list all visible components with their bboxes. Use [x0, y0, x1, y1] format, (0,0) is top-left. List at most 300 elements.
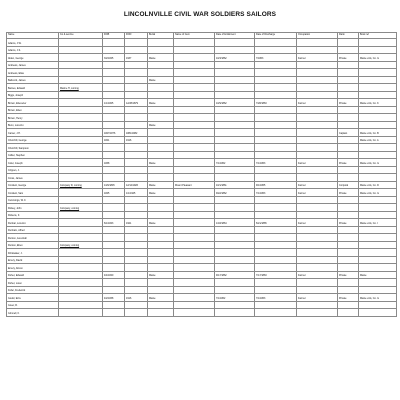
table-row: [7, 61, 397, 69]
table-cell: Adams, J.W.: [7, 39, 59, 47]
table-row: [7, 286, 397, 294]
table-cell: [215, 76, 255, 84]
table-cell: [359, 69, 397, 77]
table-cell: [297, 136, 338, 144]
table-cell: [103, 286, 125, 294]
table-cell: [103, 39, 125, 47]
table-cell: Cross, James: [7, 174, 59, 182]
table-cell: [338, 46, 359, 54]
table-cell: [215, 106, 255, 114]
table-cell: [174, 286, 215, 294]
table-cell: [148, 196, 174, 204]
table-cell: [255, 204, 297, 212]
table-cell: [59, 136, 103, 144]
table-cell: [255, 39, 297, 47]
table-cell: 1916: [125, 136, 148, 144]
table-cell: [59, 166, 103, 174]
table-cell: [59, 69, 103, 77]
table-cell: [338, 174, 359, 182]
table-cell: 10/3/1862: [215, 54, 255, 62]
table-cell: 1845: [103, 189, 125, 197]
table-cell: [297, 256, 338, 264]
table-cell: [59, 144, 103, 152]
table-cell: Crockett, George: [7, 181, 59, 189]
table-cell: Dickens, F.: [7, 211, 59, 219]
table-cell: [174, 204, 215, 212]
table-cell: [255, 241, 297, 249]
table-cell: [174, 279, 215, 287]
table-cell: 4/2/1838: [103, 294, 125, 302]
table-cell: Churchill, George: [7, 136, 59, 144]
table-cell: Emery, Almon: [7, 264, 59, 272]
table-cell: 7/1/1862: [215, 159, 255, 167]
table-cell: [103, 234, 125, 242]
table-cell: [148, 61, 174, 69]
table-cell: Private: [338, 294, 359, 302]
table-cell: Captain: [338, 129, 359, 137]
table-cell: [359, 166, 397, 174]
table-cell: Maine: [148, 189, 174, 197]
table-cell: [59, 271, 103, 279]
table-cell: [338, 264, 359, 272]
table-cell: [125, 256, 148, 264]
soldiers-table: [6, 32, 397, 317]
table-cell: Farmer: [297, 271, 338, 279]
table-cell: [174, 309, 215, 317]
table-cell: [103, 309, 125, 317]
table-cell: [174, 114, 215, 122]
table-cell: 12/14/1926: [125, 181, 148, 189]
table-cell: 1827/1876: [103, 129, 125, 137]
table-cell: [338, 301, 359, 309]
table-cell: [174, 241, 215, 249]
table-cell: [174, 174, 215, 182]
table-cell: [338, 121, 359, 129]
table-cell: [215, 69, 255, 77]
table-cell: [174, 271, 215, 279]
table-cell: 7/28/1863: [255, 99, 297, 107]
table-cell: [103, 256, 125, 264]
table-cell: Farmer: [297, 219, 338, 227]
table-cell: 6/1/1843: [103, 219, 125, 227]
table-cell: Company, coming: [59, 204, 103, 212]
table-cell: [297, 69, 338, 77]
table-cell: [297, 61, 338, 69]
table-cell: Barnes, Edward: [7, 84, 59, 92]
table-row: [7, 69, 397, 77]
table-cell: 3/2/1845: [103, 54, 125, 62]
table-cell: [59, 99, 103, 107]
table-cell: [59, 219, 103, 227]
column-header: Date of Discharge: [255, 33, 297, 39]
table-cell: [125, 39, 148, 47]
table-cell: 7/17/1863: [255, 271, 297, 279]
table-cell: 12/28/1879: [125, 99, 148, 107]
table-cell: [338, 136, 359, 144]
table-cell: [125, 174, 148, 182]
table-cell: [125, 226, 148, 234]
table-cell: [59, 91, 103, 99]
table-row: [7, 204, 397, 212]
table-cell: [297, 144, 338, 152]
table-row: [7, 309, 397, 317]
table-cell: [148, 91, 174, 99]
table-cell: [215, 249, 255, 257]
table-cell: [338, 106, 359, 114]
table-cell: Maine: [148, 159, 174, 167]
table-cell: [338, 69, 359, 77]
table-cell: [215, 256, 255, 264]
table-cell: [148, 166, 174, 174]
table-cell: [215, 61, 255, 69]
table-cell: [215, 136, 255, 144]
table-cell: Carver, J.H.: [7, 129, 59, 137]
table-cell: [338, 234, 359, 242]
table-cell: [125, 84, 148, 92]
table-cell: [215, 46, 255, 54]
table-cell: [59, 309, 103, 317]
table-row: [7, 189, 397, 197]
table-cell: [125, 204, 148, 212]
table-cell: Farmer: [297, 294, 338, 302]
table-cell: [359, 264, 397, 272]
table-cell: [359, 39, 397, 47]
table-cell: [125, 151, 148, 159]
table-cell: [103, 264, 125, 272]
table-cell: [255, 151, 297, 159]
table-cell: [125, 166, 148, 174]
table-cell: [59, 54, 103, 62]
table-row: [7, 294, 397, 302]
table-cell: Andrews, James: [7, 61, 59, 69]
column-header: Name of Cem: [174, 33, 215, 39]
table-cell: [297, 129, 338, 137]
table-cell: [338, 114, 359, 122]
table-cell: [125, 91, 148, 99]
table-cell: Mount Pleasant: [174, 181, 215, 189]
table-cell: [148, 114, 174, 122]
table-cell: [174, 84, 215, 92]
table-cell: [338, 151, 359, 159]
table-cell: [338, 84, 359, 92]
table-cell: Maine vols, Co. G: [359, 54, 397, 62]
table-cell: [148, 46, 174, 54]
table-cell: 1921: [125, 219, 148, 227]
table-cell: [174, 219, 215, 227]
table-row: [7, 76, 397, 84]
table-cell: Dickey, John: [7, 204, 59, 212]
table-cell: [338, 286, 359, 294]
column-header: Book ref: [359, 33, 397, 39]
table-cell: [59, 249, 103, 257]
table-cell: [255, 234, 297, 242]
table-cell: Crockett, Sam: [7, 189, 59, 197]
table-cell: [59, 39, 103, 47]
table-cell: [125, 61, 148, 69]
table-cell: [103, 61, 125, 69]
table-cell: [359, 279, 397, 287]
table-cell: [59, 174, 103, 182]
table-cell: [359, 91, 397, 99]
table-cell: [59, 151, 103, 159]
table-cell: Maine vols, Co. D: [359, 181, 397, 189]
table-cell: [215, 309, 255, 317]
table-cell: [215, 286, 255, 294]
table-cell: [297, 234, 338, 242]
table-cell: [215, 196, 255, 204]
table-cell: [255, 84, 297, 92]
table-cell: [174, 69, 215, 77]
table-cell: Private: [338, 219, 359, 227]
table-cell: [125, 279, 148, 287]
table-cell: [148, 241, 174, 249]
table-cell: [297, 211, 338, 219]
table-cell: [103, 204, 125, 212]
table-cell: [338, 91, 359, 99]
table-cell: Brown, Ebenezer: [7, 99, 59, 107]
table-cell: [103, 226, 125, 234]
table-cell: Dunham, Alfred: [7, 226, 59, 234]
table-row: [7, 54, 397, 62]
table-cell: [359, 114, 397, 122]
table-cell: [174, 46, 215, 54]
table-row: [7, 256, 397, 264]
table-cell: [215, 174, 255, 182]
table-cell: [215, 264, 255, 272]
table-cell: [59, 286, 103, 294]
table-cell: [174, 159, 215, 167]
table-cell: [255, 309, 297, 317]
table-cell: [148, 84, 174, 92]
table-cell: [174, 61, 215, 69]
table-cell: [359, 301, 397, 309]
table-cell: [255, 301, 297, 309]
table-cell: [359, 76, 397, 84]
table-cell: [359, 196, 397, 204]
table-cell: [148, 151, 174, 159]
table-cell: 1/1/1925: [125, 189, 148, 197]
table-cell: [59, 129, 103, 137]
table-cell: Grinnell, F.: [7, 309, 59, 317]
table-cell: [125, 76, 148, 84]
table-cell: Private: [338, 54, 359, 62]
table-row: [7, 196, 397, 204]
table-cell: Fisher, Loren: [7, 279, 59, 287]
table-cell: [174, 106, 215, 114]
table-cell: 1881/1882: [125, 129, 148, 137]
table-cell: [215, 151, 255, 159]
table-row: [7, 279, 397, 287]
table-row: [7, 144, 397, 152]
table-cell: Greer, R.: [7, 301, 59, 309]
table-cell: [59, 189, 103, 197]
table-row: [7, 114, 397, 122]
table-cell: [359, 226, 397, 234]
table-cell: [174, 264, 215, 272]
table-cell: [103, 211, 125, 219]
table-cell: [338, 211, 359, 219]
table-cell: [125, 301, 148, 309]
table-cell: Private: [338, 189, 359, 197]
table-cell: [297, 264, 338, 272]
table-cell: [338, 166, 359, 174]
table-cell: [215, 241, 255, 249]
table-row: [7, 174, 397, 182]
table-cell: [59, 256, 103, 264]
table-cell: [103, 69, 125, 77]
column-header: Name: [7, 33, 59, 39]
table-cell: [297, 249, 338, 257]
table-cell: Maine vols, Co. B: [359, 129, 397, 137]
table-cell: Farmer: [297, 54, 338, 62]
table-cell: 9/17/1862: [215, 271, 255, 279]
table-cell: Brown, Eben: [7, 106, 59, 114]
table-row: [7, 39, 397, 47]
table-cell: [359, 61, 397, 69]
table-cell: Fisher, Edward: [7, 271, 59, 279]
table-cell: [215, 204, 255, 212]
table-cell: [255, 61, 297, 69]
table-cell: Biggs, Joseph: [7, 91, 59, 99]
table-cell: [255, 76, 297, 84]
table-cell: [59, 121, 103, 129]
table-cell: 1838: [103, 159, 125, 167]
table-cell: [103, 196, 125, 204]
table-cell: Maine vols, Co. I: [359, 219, 397, 227]
table-cell: [255, 286, 297, 294]
table-cell: [297, 226, 338, 234]
table-cell: [359, 151, 397, 159]
table-cell: 1/1/1825: [103, 99, 125, 107]
table-cell: [255, 256, 297, 264]
table-cell: [297, 241, 338, 249]
table-cell: [255, 46, 297, 54]
table-cell: Crippen, J.: [7, 166, 59, 174]
table-cell: [255, 174, 297, 182]
table-cell: Maine: [148, 181, 174, 189]
table-cell: [174, 129, 215, 137]
table-cell: [359, 309, 397, 317]
table-cell: [125, 196, 148, 204]
table-cell: Andrews, Elias: [7, 69, 59, 77]
table-cell: [338, 249, 359, 257]
table-cell: Maine: [148, 76, 174, 84]
table-cell: Private: [338, 159, 359, 167]
table-cell: [359, 106, 397, 114]
table-cell: Maine: [148, 54, 174, 62]
table-row: [7, 99, 397, 107]
table-row: [7, 234, 397, 242]
table-cell: 1916: [125, 294, 148, 302]
table-cell: [297, 76, 338, 84]
table-cell: [148, 69, 174, 77]
table-cell: [125, 234, 148, 242]
table-cell: [174, 211, 215, 219]
table-cell: 1/18/1864: [215, 219, 255, 227]
table-cell: Alden, George: [7, 54, 59, 62]
table-cell: [215, 279, 255, 287]
table-cell: [125, 46, 148, 54]
table-cell: [59, 279, 103, 287]
table-cell: [255, 211, 297, 219]
table-cell: [255, 144, 297, 152]
table-cell: [125, 309, 148, 317]
table-cell: [125, 249, 148, 257]
table-cell: Coler, Joseph: [7, 159, 59, 167]
table-cell: Marine H, coming: [59, 84, 103, 92]
table-cell: Drinkwater, J.: [7, 249, 59, 257]
table-cell: [125, 114, 148, 122]
table-row: [7, 301, 397, 309]
table-cell: Maine vols, Co. A: [359, 136, 397, 144]
table-cell: [59, 196, 103, 204]
column-header: DOB: [103, 33, 125, 39]
table-cell: [297, 39, 338, 47]
table-cell: [148, 174, 174, 182]
table-row: [7, 121, 397, 129]
table-cell: [338, 144, 359, 152]
table-cell: [255, 106, 297, 114]
table-cell: 1841: [103, 136, 125, 144]
table-row: [7, 106, 397, 114]
table-cell: Maine vols, Co. G: [359, 189, 397, 197]
table-cell: [359, 144, 397, 152]
table-cell: [174, 234, 215, 242]
table-cell: Fuller, Frederick: [7, 286, 59, 294]
table-row: [7, 264, 397, 272]
table-cell: [359, 46, 397, 54]
table-cell: [103, 46, 125, 54]
table-cell: Collier, Stephen: [7, 151, 59, 159]
table-cell: [174, 144, 215, 152]
table-cell: [125, 121, 148, 129]
table-cell: [59, 114, 103, 122]
table-cell: Dunton, Eben: [7, 241, 59, 249]
table-cell: Company, coming: [59, 241, 103, 249]
table-cell: Farmer: [297, 181, 338, 189]
table-cell: [174, 99, 215, 107]
table-cell: [297, 46, 338, 54]
table-cell: 9/22/1862: [215, 189, 255, 197]
table-row: [7, 166, 397, 174]
table-row: [7, 226, 397, 234]
table-cell: [297, 301, 338, 309]
table-cell: [215, 144, 255, 152]
column-header: Burial: [148, 33, 174, 39]
table-cell: [359, 234, 397, 242]
table-cell: [338, 61, 359, 69]
column-header: DOD: [125, 33, 148, 39]
table-cell: [103, 121, 125, 129]
table-cell: [359, 121, 397, 129]
table-cell: [338, 204, 359, 212]
table-cell: [103, 241, 125, 249]
table-cell: Maine: [359, 271, 397, 279]
table-cell: [338, 39, 359, 47]
table-cell: [255, 91, 297, 99]
table-cell: 9/1/1865: [255, 181, 297, 189]
table-row: [7, 211, 397, 219]
table-cell: [297, 84, 338, 92]
table-row: [7, 271, 397, 279]
table-cell: Maine: [148, 99, 174, 107]
table-cell: [103, 84, 125, 92]
table-cell: [215, 129, 255, 137]
table-cell: [297, 114, 338, 122]
table-row: [7, 84, 397, 92]
table-cell: Maine: [148, 294, 174, 302]
table-cell: [174, 91, 215, 99]
